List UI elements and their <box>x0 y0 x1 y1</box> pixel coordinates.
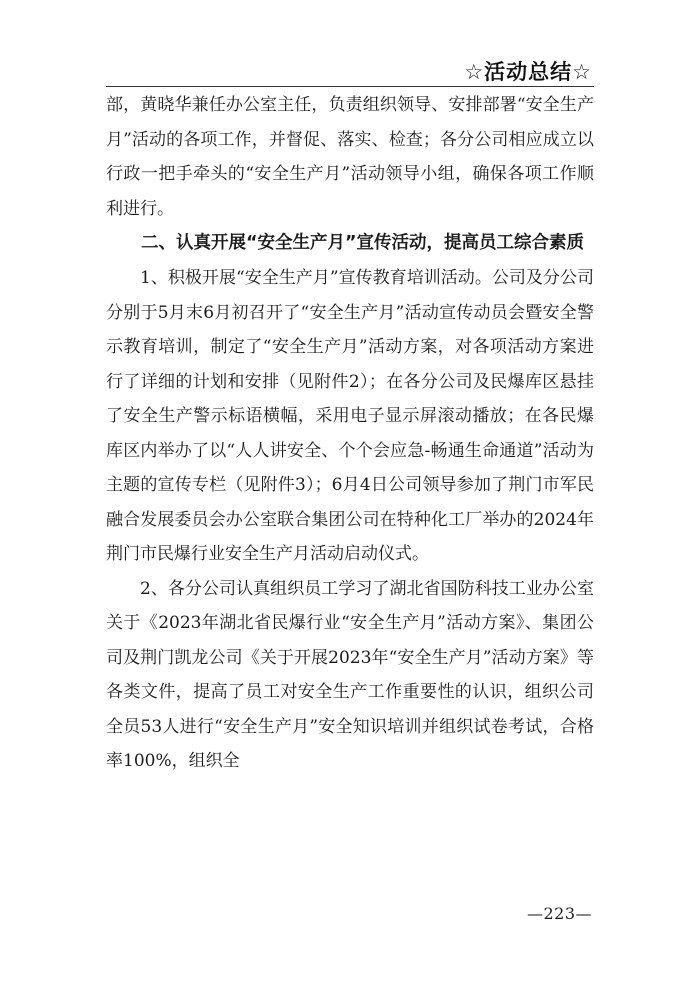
paragraph-item-2: 2、各分公司认真组织员工学习了湖北省国防科技工业办公室关于《2023年湖北省民爆行业“安全生产月”活动方案》、集团公司及荆门凯龙公司《关于开展2023年“安全生产月”活动方案》等各类文件，提高了员工对安全生产工作重要性的认识，组织公司全员53人进行“安全生产月”安全知识培训并组织试卷考试，合格率100%，组织全 <box>106 578 594 771</box>
document-body <box>106 88 594 779</box>
paragraph-item-1: 1、积极开展“安全生产月”宣传教育培训活动。公司及分公司分别于5月末6月初召开了“安全生产月”活动宣传动员会暨安全警示教育培训，制定了“安全生产月”活动方案，对各项活动方案进行了详细的计划和安排（见附件2）；在各分公司及民爆库区悬挂了安全生产警示标语横幅，采用电子显示屏滚动播放；在各民爆库区内举办了以“人人讲安全、个个会应急-畅通生命通道”活动为主题的宣传专栏（见附件3）；6月4日公司领导参加了荆门市军民融合发展委员会办公室联合集团公司在特种化工厂举办的2024年荆门市民爆行业安全生产月活动启动仪式。 <box>106 268 594 564</box>
paragraph-continuation: 部，黄晓华兼任办公室主任，负责组织领导、安排部署“安全生产月”活动的各项工作，并督促、落实、检查；各分公司相应成立以行政一把手牵头的“安全生产月”活动领导小组，确保各项工作顺利进行。 <box>106 95 594 219</box>
header-divider <box>106 86 594 87</box>
header-title: ☆活动总结☆ <box>464 60 592 84</box>
page-number: —223— <box>526 904 592 923</box>
section-heading: 二、认真开展“安全生产月”宣传活动，提高员工综合素质 <box>141 233 585 253</box>
